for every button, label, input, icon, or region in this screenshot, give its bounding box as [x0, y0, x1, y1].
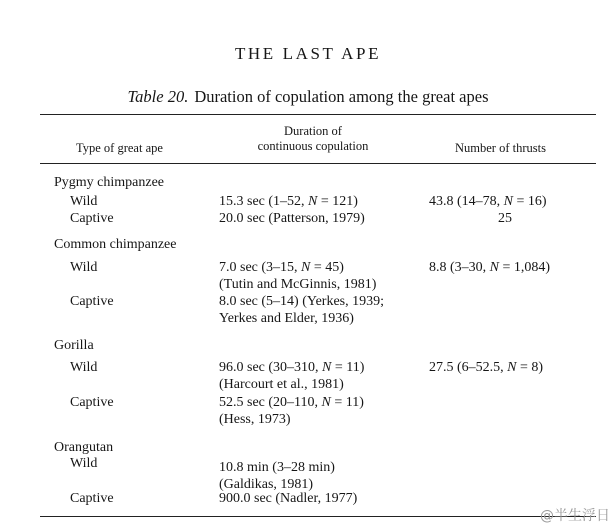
value-text: = 8) — [516, 360, 544, 375]
table-label: Table 20. — [127, 87, 189, 106]
condition-orangutan-captive: Captive — [70, 491, 114, 506]
duration-gorilla-captive — [219, 394, 364, 411]
running-head: THE LAST APE — [234, 44, 382, 63]
table-caption — [0, 87, 616, 107]
species-common-chimpanzee: Common chimpanzee — [54, 237, 177, 252]
value-text: 52.5 sec (20–110, — [219, 395, 322, 410]
duration-common-captive: 8.0 sec (5–14) (Yerkes, 1939; — [219, 294, 384, 309]
duration-orangutan-wild: 10.8 min (3–28 min) — [219, 460, 335, 475]
table-title: Duration of copulation among the great apes — [194, 87, 489, 106]
thrusts-common-wild — [429, 259, 550, 276]
header-duration-line1: Duration of — [284, 124, 342, 138]
header-duration-line2: continuous copulation — [257, 139, 369, 153]
value-text: = 16) — [513, 194, 547, 209]
n-symbol: N — [308, 194, 318, 209]
species-orangutan: Orangutan — [54, 440, 114, 455]
condition-gorilla-captive: Captive — [70, 395, 114, 410]
value-text: 15.3 sec (1–52, — [219, 194, 309, 209]
duration-common-wild — [219, 259, 344, 276]
condition-common-captive: Captive — [70, 294, 114, 309]
table-bottom-rule — [40, 516, 596, 517]
thrusts-pygmy-captive: 25 — [498, 211, 512, 226]
value-text: = 121) — [317, 194, 358, 209]
duration-ref-gorilla-captive: (Hess, 1973) — [219, 412, 291, 427]
n-symbol: N — [507, 360, 517, 375]
value-text: 96.0 sec (30–310, — [219, 360, 323, 375]
n-symbol: N — [301, 260, 311, 275]
value-text: = 11) — [330, 395, 364, 410]
header-thrusts: Number of thrusts — [455, 141, 546, 155]
duration-pygmy-wild — [219, 193, 358, 210]
n-symbol: N — [321, 395, 331, 410]
n-symbol: N — [489, 260, 500, 275]
thrusts-pygmy-wild — [429, 193, 547, 210]
duration-gorilla-wild — [219, 359, 364, 376]
value-text: = 45) — [310, 260, 344, 275]
header-duration — [248, 124, 378, 154]
condition-orangutan-wild: Wild — [70, 456, 98, 471]
duration-orangutan-captive: 900.0 sec (Nadler, 1977) — [219, 491, 358, 506]
duration-ref-common-captive: Yerkes and Elder, 1936) — [219, 311, 354, 326]
value-text: 43.8 (14–78, — [429, 194, 504, 209]
header-type: Type of great ape — [76, 141, 163, 155]
thrusts-gorilla-wild — [429, 359, 543, 376]
condition-pygmy-wild: Wild — [70, 194, 98, 209]
duration-ref-orangutan-wild: (Galdikas, 1981) — [219, 477, 314, 492]
condition-gorilla-wild: Wild — [70, 360, 98, 375]
value-text: 8.8 (3–30, — [429, 260, 490, 275]
header-bottom-rule — [40, 163, 596, 164]
duration-ref-common-wild: (Tutin and McGinnis, 1981) — [219, 277, 377, 292]
species-gorilla: Gorilla — [54, 338, 94, 353]
duration-ref-gorilla-wild: (Harcourt et al., 1981) — [219, 377, 344, 392]
value-text: 7.0 sec (3–15, — [219, 260, 302, 275]
condition-common-wild: Wild — [70, 260, 98, 275]
value-text: = 1,084) — [499, 260, 551, 275]
duration-pygmy-captive: 20.0 sec (Patterson, 1979) — [219, 211, 365, 226]
value-text: 27.5 (6–52.5, — [429, 360, 508, 375]
n-symbol: N — [322, 360, 332, 375]
species-pygmy-chimpanzee: Pygmy chimpanzee — [54, 175, 165, 190]
value-text: = 11) — [331, 360, 365, 375]
watermark: @半生浮日 — [540, 508, 610, 524]
n-symbol: N — [503, 194, 514, 209]
table-top-rule — [40, 114, 596, 115]
condition-pygmy-captive: Captive — [70, 211, 114, 226]
